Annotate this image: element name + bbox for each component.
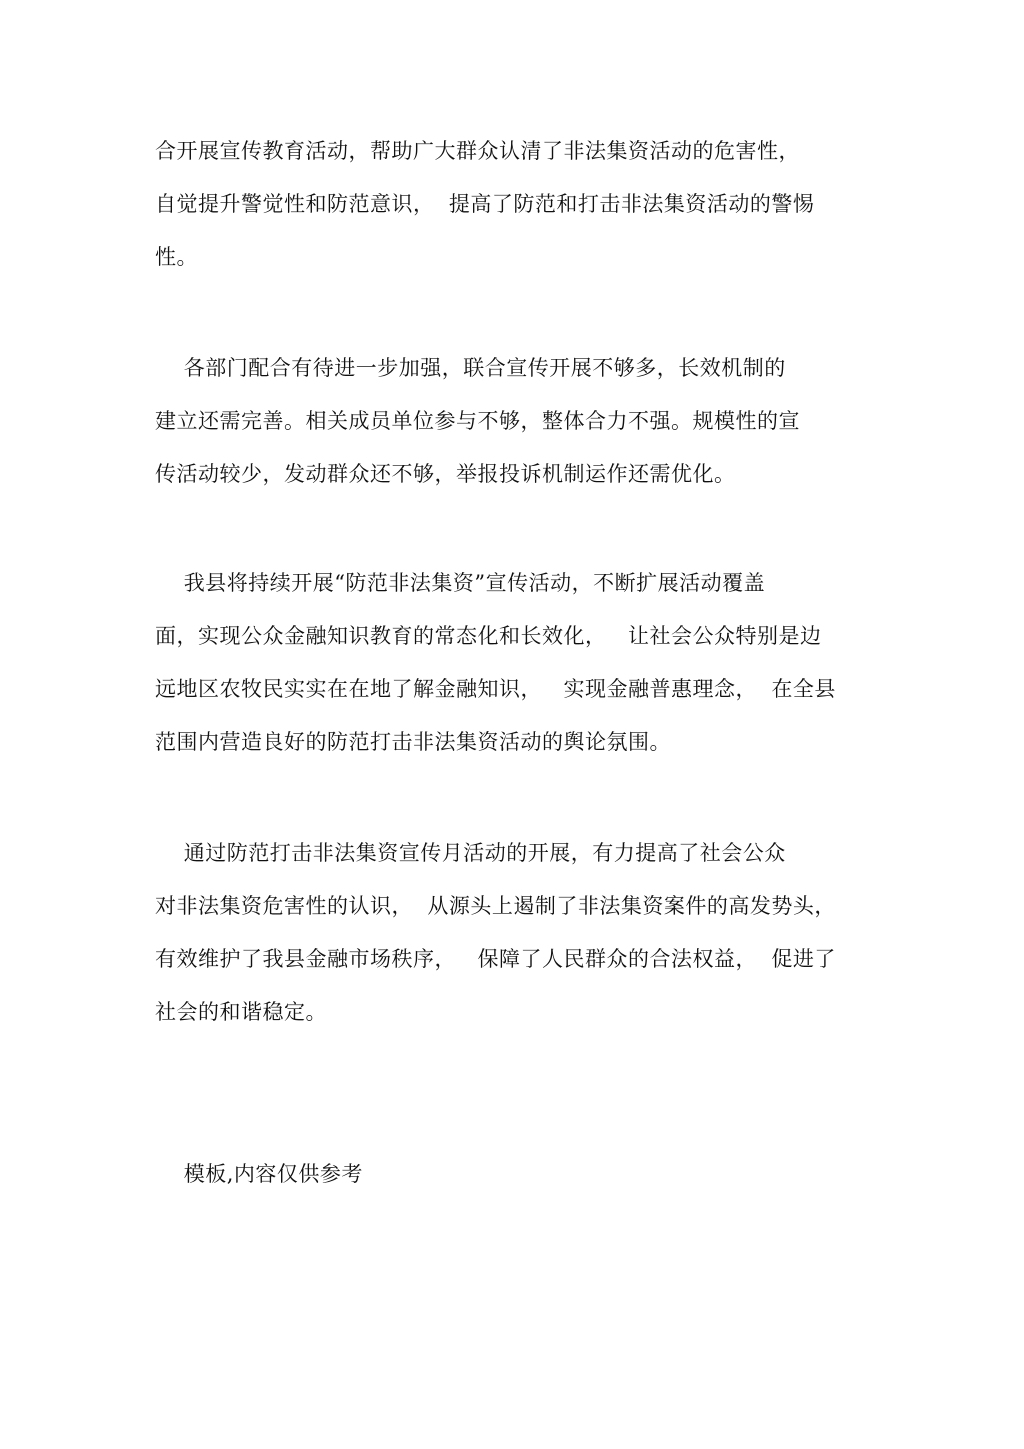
text-line: 有效维护了我县金融市场秩序， 保障了人民群众的合法权益， 促进了	[155, 947, 836, 971]
paragraph-3	[155, 557, 875, 769]
text-line: 远地区农牧民实实在在地了解金融知识， 实现金融普惠理念， 在全县	[155, 677, 836, 701]
paragraph-4	[155, 827, 875, 1039]
footer-text: 模板,内容仅供参考	[155, 1162, 363, 1186]
text-line: 各部门配合有待进一步加强，联合宣传开展不够多，长效机制的	[155, 356, 786, 380]
text-line: 面，实现公众金融知识教育的常态化和长效化， 让社会公众特别是边	[155, 624, 822, 648]
paragraph-2	[155, 342, 875, 501]
text-line: 范围内营造良好的防范打击非法集资活动的舆论氛围。	[155, 730, 671, 754]
text-line: 对非法集资危害性的认识， 从源头上遏制了非法集资案件的高发势头，	[155, 894, 836, 918]
text-line: 合开展宣传教育活动，帮助广大群众认清了非法集资活动的危害性，	[155, 139, 800, 163]
text-line: 性。	[155, 245, 198, 269]
text-line: 自觉提升警觉性和防范意识， 提高了防范和打击非法集资活动的警惕	[155, 192, 815, 216]
text-line: 通过防范打击非法集资宣传月活动的开展，有力提高了社会公众	[155, 841, 786, 865]
footer-note	[155, 1148, 875, 1201]
text-line: 我县将持续开展“防范非法集资”宣传活动，不断扩展活动覆盖	[155, 571, 766, 595]
text-line: 传活动较少，发动群众还不够，举报投诉机制运作还需优化。	[155, 462, 736, 486]
text-line: 社会的和谐稳定。	[155, 1000, 327, 1024]
text-line: 建立还需完善。相关成员单位参与不够，整体合力不强。规模性的宣	[155, 409, 800, 433]
paragraph-1	[155, 125, 875, 284]
